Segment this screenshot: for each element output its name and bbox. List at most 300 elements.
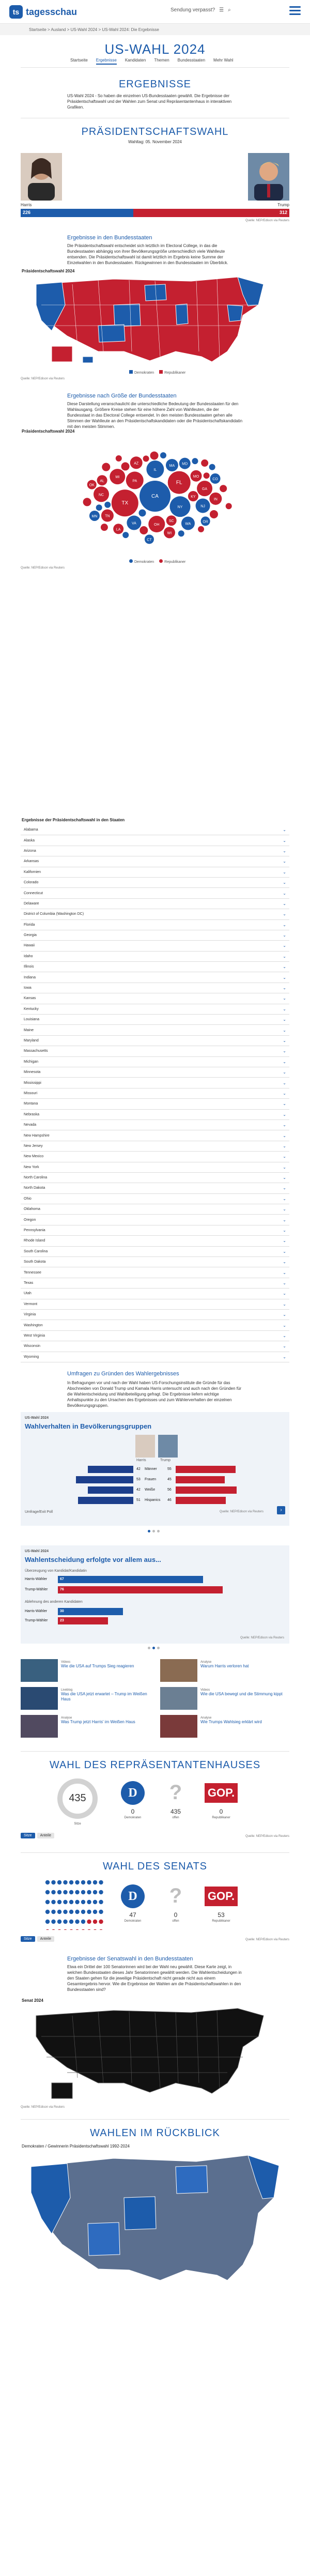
state-bubble[interactable]: [138, 509, 146, 516]
chevron-down-icon[interactable]: ⌄: [283, 1217, 286, 1222]
bubble-label: TN: [105, 514, 110, 518]
state-name: Mississippi: [24, 1081, 41, 1085]
source-note: Quelle: NEP/Edison via Reuters: [21, 377, 65, 380]
state-row[interactable]: [21, 1215, 289, 1225]
toggle-shares-button[interactable]: Anteile: [37, 1833, 54, 1838]
chevron-down-icon[interactable]: ⌄: [283, 1354, 286, 1359]
teaser-card[interactable]: [21, 1687, 150, 1712]
house-total: 435: [69, 1792, 86, 1804]
state-row[interactable]: [21, 1130, 289, 1141]
house-rep-label: Republikaner: [212, 1816, 230, 1819]
tab-ergebnisse[interactable]: Ergebnisse: [96, 58, 117, 65]
chevron-down-icon[interactable]: ⌄: [283, 1301, 286, 1307]
state-bubble[interactable]: [122, 532, 129, 538]
state-row[interactable]: [21, 1046, 289, 1056]
senate-seat: [75, 1900, 79, 1904]
chevron-down-icon[interactable]: ⌄: [283, 975, 286, 980]
state-row[interactable]: [21, 1173, 289, 1183]
source-note: Quelle: NEP/Edison via Reuters: [219, 1510, 264, 1513]
map-text: Die Präsidentschaftswahl entscheidet sich letztlich im Electoral College, in das die Bundesstaaten abhängig von ihrer Bevölkerungsgröße unterschiedlich viele Wahlleute entsenden. Die Präsidentschaftswahl ist damit letztlich im Ergebnis keine Summe der Einzelwahlen in den Bundesstaaten. Rückgewinnen in den Bundesstaaten im Überblick.: [67, 243, 228, 265]
bubble-label: AL: [100, 479, 104, 483]
chevron-down-icon[interactable]: ⌄: [283, 1112, 286, 1117]
chevron-down-icon[interactable]: ⌄: [283, 1164, 286, 1170]
state-row[interactable]: [21, 1110, 289, 1120]
state-results-list: [21, 825, 289, 1362]
chevron-down-icon[interactable]: ⌄: [283, 922, 286, 927]
teaser-card[interactable]: [21, 1715, 150, 1740]
chevron-down-icon[interactable]: ⌄: [283, 859, 286, 864]
map-subheading: Ergebnisse in den Bundesstaaten: [67, 235, 152, 241]
chevron-down-icon[interactable]: ⌄: [283, 1049, 286, 1054]
motive-value: 30: [60, 1609, 64, 1613]
state-row[interactable]: [21, 972, 289, 983]
teaser-kicker: Analyse: [200, 1661, 212, 1664]
motive-value: 76: [60, 1588, 64, 1591]
state-bubble[interactable]: [83, 498, 91, 506]
state-name: Nebraska: [24, 1112, 39, 1116]
trump-value: 45: [167, 1478, 172, 1481]
legend-dem-label: Demokraten: [134, 560, 154, 564]
senate-seat: [69, 1900, 73, 1904]
senate-seat: [63, 1929, 67, 1930]
chevron-down-icon[interactable]: ⌄: [283, 1101, 286, 1107]
state-row[interactable]: [21, 835, 289, 846]
teaser-card[interactable]: [160, 1659, 289, 1684]
state-row[interactable]: [21, 1299, 289, 1310]
harris-name: Harris: [21, 203, 32, 207]
state-bubble[interactable]: [150, 451, 159, 459]
teaser-title: Wie die USA bewegt und die Stimmung kippt: [200, 1692, 283, 1696]
state-row[interactable]: [21, 1352, 289, 1362]
state-name: Tennessee: [24, 1270, 41, 1275]
next-arrow-icon[interactable]: ›: [277, 1506, 285, 1514]
chevron-down-icon[interactable]: ⌄: [283, 1059, 286, 1064]
state-name: Nevada: [24, 1123, 37, 1127]
teaser-grid: [21, 1659, 289, 1742]
teaser-kicker: Videos: [200, 1689, 210, 1692]
harris-votes: 226: [23, 210, 31, 215]
carousel-dot[interactable]: [152, 1647, 155, 1649]
state-row[interactable]: [21, 1225, 289, 1236]
logo-word: tagesschau: [26, 6, 78, 17]
state-row[interactable]: [21, 1247, 289, 1257]
state-name: Rhode Island: [24, 1239, 45, 1243]
panel-title: Wahlentscheidung erfolgte vor allem aus...: [25, 1556, 161, 1563]
state-bubble[interactable]: [201, 459, 208, 467]
carousel-dots[interactable]: [148, 1647, 160, 1649]
state-row[interactable]: [21, 920, 289, 930]
state-row[interactable]: [21, 1331, 289, 1341]
senate-seat: [75, 1910, 79, 1914]
election-date: Wahltag: 05. November 2024: [128, 140, 182, 144]
chevron-down-icon[interactable]: ⌄: [283, 1333, 286, 1338]
chevron-down-icon[interactable]: ⌄: [283, 1006, 286, 1011]
divider: [21, 67, 289, 68]
state-row[interactable]: [21, 1078, 289, 1088]
teaser-kicker: Analyse: [200, 1716, 212, 1720]
state-row[interactable]: [21, 888, 289, 898]
bubble-label: MD: [182, 462, 188, 466]
state-row[interactable]: [21, 1341, 289, 1352]
chevron-down-icon[interactable]: ⌄: [283, 996, 286, 1001]
chevron-down-icon[interactable]: ⌄: [283, 943, 286, 948]
chevron-down-icon[interactable]: ⌄: [283, 827, 286, 833]
state-row[interactable]: [21, 962, 289, 972]
teaser-image: [21, 1687, 58, 1710]
search-icon[interactable]: ⌕: [228, 7, 231, 13]
polls-text: In Befragungen vor und nach der Wahl haben US-Forschungsinstitute die Gründe für das Abschneiden von Donald Trump und Kamala Harris untersucht und auch nach den Gründen für die Wahlentscheidung und Wahlbeteiligung gefragt. Die Ergebnisse liefern wichtige Anhaltspunkte zu den Ursachen des Ergebnisses und zum Wählerverhalten der einzelnen Bevölkerungsgruppen.: [67, 1381, 242, 1408]
state-bubble[interactable]: [101, 524, 108, 531]
tab-bundesstaaten[interactable]: Bundesstaaten: [177, 58, 206, 63]
state-name: Pennsylvania: [24, 1229, 45, 1233]
state-row[interactable]: [21, 1162, 289, 1173]
state-bubble[interactable]: [121, 462, 130, 470]
state-name: Massachusetts: [24, 1049, 48, 1053]
state-name: Vermont: [24, 1302, 38, 1306]
state-row[interactable]: [21, 1088, 289, 1099]
tab-themen[interactable]: Themen: [154, 58, 169, 63]
chevron-down-icon[interactable]: ⌄: [283, 1080, 286, 1085]
state-row[interactable]: [21, 1236, 289, 1246]
republicans-logo: GOP.: [205, 1783, 238, 1803]
state-row[interactable]: [21, 1141, 289, 1152]
chevron-down-icon[interactable]: ⌄: [283, 1028, 286, 1033]
chevron-down-icon[interactable]: ⌄: [283, 1270, 286, 1275]
chevron-down-icon[interactable]: ⌄: [283, 1323, 286, 1328]
senate-seat: [81, 1890, 85, 1894]
state-bubble[interactable]: [226, 503, 232, 509]
senate-seat: [75, 1880, 79, 1884]
state-name: Oregon: [24, 1218, 36, 1222]
state-row[interactable]: [21, 941, 289, 951]
bubble-label: WA: [185, 522, 191, 526]
state-row[interactable]: [21, 1057, 289, 1067]
teaser-kicker: Videos: [61, 1661, 71, 1664]
harris-bar: [88, 1466, 133, 1473]
chevron-down-icon[interactable]: ⌄: [283, 933, 286, 938]
state-bubble[interactable]: [116, 455, 122, 462]
state-row[interactable]: [21, 909, 289, 919]
legend-rep-label: Republikaner: [164, 560, 186, 564]
electoral-bar: [21, 209, 289, 217]
state-row[interactable]: [21, 1278, 289, 1289]
state-list-heading: Ergebnisse der Präsidentschaftswahl in den Staaten: [22, 818, 125, 822]
harris-value: 42: [136, 1467, 141, 1471]
state-row[interactable]: [21, 878, 289, 888]
state-row[interactable]: [21, 867, 289, 878]
teaser-card[interactable]: [160, 1715, 289, 1740]
carousel-dots[interactable]: [148, 1530, 160, 1532]
senate-seat: [87, 1929, 91, 1930]
democrats-logo: D: [121, 1884, 145, 1908]
breadcrumb[interactable]: Startseite > Ausland > US-Wahl 2024 > US-Wahl 2024: Die Ergebnisse: [0, 24, 310, 35]
poll-row: [25, 1486, 285, 1496]
state-name: Maryland: [24, 1039, 39, 1042]
logo[interactable]: [9, 5, 77, 19]
state-row[interactable]: [21, 825, 289, 835]
teaser-title: Warum Harris verloren hat: [200, 1664, 249, 1668]
teaser-title: Wie die USA auf Trumps Sieg reagieren: [61, 1664, 134, 1668]
state-row[interactable]: [21, 856, 289, 867]
chevron-down-icon[interactable]: ⌄: [283, 1207, 286, 1212]
chevron-down-icon[interactable]: ⌄: [283, 901, 286, 906]
senate-map-subheading: Ergebnisse der Senatswahl in den Bundesstaaten: [67, 1956, 193, 1962]
retro-heading: WAHLEN IM RÜCKBLICK: [90, 2127, 220, 2139]
carousel-dot[interactable]: [148, 1530, 150, 1532]
col-harris: Harris: [136, 1459, 146, 1462]
state-name: Texas: [24, 1281, 34, 1285]
state-row[interactable]: [21, 1320, 289, 1330]
senate-seat: [45, 1900, 50, 1904]
state-row[interactable]: [21, 983, 289, 993]
state-bubble[interactable]: [96, 504, 102, 511]
harris-value: 51: [136, 1498, 141, 1502]
state-bubble[interactable]: [140, 526, 148, 534]
state-name: Montana: [24, 1102, 38, 1106]
open-seats-icon: ?: [169, 1884, 182, 1907]
hamburger-icon[interactable]: [289, 6, 301, 16]
us-results-map[interactable]: [21, 274, 289, 367]
state-row[interactable]: [21, 1204, 289, 1215]
teaser-image: [160, 1715, 197, 1738]
motive-value: 67: [60, 1577, 64, 1581]
state-name: Maine: [24, 1028, 34, 1032]
state-name: New Mexico: [24, 1155, 44, 1159]
senate-seat: [51, 1880, 55, 1884]
senate-map-caption: Senat 2024: [22, 1998, 43, 2003]
teaser-title: Wie Trumps Wahlsieg erklärt wird: [200, 1720, 262, 1724]
harris-portrait: [21, 153, 62, 201]
trump-votes: 312: [279, 210, 287, 215]
state-name: Indiana: [24, 975, 36, 979]
senate-seat: [93, 1900, 97, 1904]
harris-bar-fill: [21, 209, 133, 217]
state-row[interactable]: [21, 1015, 289, 1025]
state-name: West Virginia: [24, 1333, 45, 1338]
state-name: Missouri: [24, 1091, 38, 1095]
results-intro-text: US-Wahl 2024 - So haben die einzelnen US-Bundesstaaten gewählt. Die Ergebnisse der Präsidentschaftswahl und der Wahlen zum Senat und Repräsentantenhaus in interaktiven Grafiken.: [67, 94, 232, 110]
menu-icon[interactable]: ☰: [219, 7, 224, 13]
state-bubble[interactable]: [210, 510, 218, 518]
motive-rows: [25, 1575, 285, 1627]
tab-startseite[interactable]: Startseite: [70, 58, 88, 63]
chevron-down-icon[interactable]: ⌄: [283, 964, 286, 970]
state-bubble[interactable]: [102, 463, 110, 471]
state-row[interactable]: [21, 952, 289, 962]
carousel-dot[interactable]: [157, 1530, 160, 1532]
state-name: Alaska: [24, 838, 35, 842]
tab-kandidaten[interactable]: Kandidaten: [125, 58, 146, 63]
senate-seat: [87, 1890, 91, 1894]
toggle-seats-button[interactable]: Sitze: [21, 1936, 35, 1942]
state-bubble[interactable]: [204, 472, 210, 479]
senate-results-map[interactable]: [21, 2005, 289, 2104]
carousel-dot[interactable]: [148, 1647, 150, 1649]
divider: [21, 2119, 289, 2120]
state-bubble[interactable]: [198, 526, 204, 532]
state-row[interactable]: [21, 1152, 289, 1162]
democrats-logo: D: [121, 1781, 145, 1805]
source-note: Quelle: NEP/Edison via Reuters: [245, 1938, 289, 1941]
senate-seat: [45, 1890, 50, 1894]
state-row[interactable]: [21, 1025, 289, 1035]
senate-seat: [69, 1920, 73, 1924]
senate-seat: [87, 1920, 91, 1924]
chevron-down-icon[interactable]: ⌄: [283, 1133, 286, 1138]
chevron-down-icon[interactable]: ⌄: [283, 838, 286, 843]
chevron-down-icon[interactable]: ⌄: [283, 1238, 286, 1244]
teaser-card[interactable]: [21, 1659, 150, 1684]
senate-seat: [93, 1890, 97, 1894]
state-row[interactable]: [21, 993, 289, 1004]
bubble-legend: [129, 559, 185, 564]
teaser-kicker: Analyse: [61, 1716, 72, 1720]
state-row[interactable]: [21, 1183, 289, 1193]
state-row[interactable]: [21, 1257, 289, 1267]
chevron-down-icon[interactable]: ⌄: [283, 1228, 286, 1233]
state-row[interactable]: [21, 1036, 289, 1046]
state-bubble[interactable]: [178, 530, 184, 536]
carousel-dot[interactable]: [157, 1647, 160, 1649]
trump-value: 46: [167, 1498, 172, 1502]
state-row[interactable]: [21, 846, 289, 856]
senate-seat: [45, 1880, 50, 1884]
chevron-down-icon[interactable]: ⌄: [283, 1091, 286, 1096]
state-row[interactable]: [21, 1120, 289, 1130]
state-row[interactable]: [21, 1289, 289, 1299]
retro-map[interactable]: [21, 2151, 289, 2576]
state-name: Hawaii: [24, 944, 35, 948]
chevron-down-icon[interactable]: ⌄: [283, 1186, 286, 1191]
chevron-down-icon[interactable]: ⌄: [283, 848, 286, 853]
trump-name: Trump: [277, 203, 289, 207]
chevron-down-icon[interactable]: ⌄: [283, 954, 286, 959]
tab-mehr-wahl[interactable]: Mehr Wahl: [213, 58, 234, 63]
trump-value: 56: [167, 1488, 172, 1492]
state-row[interactable]: [21, 1194, 289, 1204]
chevron-down-icon[interactable]: ⌄: [283, 1291, 286, 1296]
group-conviction: Überzeugung von Kandidat/Kandidatin: [25, 1569, 87, 1573]
chevron-down-icon[interactable]: ⌄: [283, 1196, 286, 1201]
chevron-down-icon[interactable]: ⌄: [283, 1070, 286, 1075]
senate-seat: [45, 1910, 50, 1914]
carousel-dot[interactable]: [152, 1530, 155, 1532]
section-tabs: [70, 58, 233, 65]
bubble-label: GA: [202, 487, 208, 492]
state-bubble[interactable]: [160, 452, 166, 458]
state-name: Connecticut: [24, 891, 43, 895]
state-row[interactable]: [21, 899, 289, 909]
senate-rep-seats: 53: [218, 1911, 225, 1919]
state-name: Virginia: [24, 1313, 36, 1317]
chevron-down-icon[interactable]: ⌄: [283, 986, 286, 991]
state-row[interactable]: [21, 930, 289, 941]
state-row[interactable]: [21, 1267, 289, 1278]
group-rejection: Ablehnung des anderen Kandidaten: [25, 1600, 83, 1604]
motive-row: [25, 1586, 285, 1595]
state-row[interactable]: [21, 1310, 289, 1320]
chevron-down-icon[interactable]: ⌄: [283, 1123, 286, 1128]
senate-seat: [51, 1929, 55, 1930]
trump-portrait: [248, 153, 289, 201]
state-row[interactable]: [21, 1067, 289, 1078]
voter-group-label: Trump-Wähler: [25, 1619, 48, 1622]
senate-dem-label: Demokraten: [124, 1920, 142, 1923]
state-name: Arizona: [24, 849, 36, 853]
bubble-label: LA: [116, 528, 121, 532]
bubble-label: AZ: [134, 462, 139, 466]
senate-seat: [75, 1929, 79, 1930]
state-row[interactable]: [21, 1004, 289, 1015]
state-bubble[interactable]: [104, 502, 111, 508]
senate-seat: [57, 1929, 61, 1930]
motive-bar: [58, 1586, 223, 1593]
teaser-card[interactable]: [160, 1687, 289, 1712]
chevron-down-icon[interactable]: ⌄: [283, 1175, 286, 1180]
state-name: Utah: [24, 1292, 32, 1296]
chevron-down-icon[interactable]: ⌄: [283, 1154, 286, 1159]
state-bubble[interactable]: [192, 458, 198, 464]
harris-thumbnail: [135, 1435, 155, 1458]
trump-bar: [176, 1497, 226, 1504]
motive-row: [25, 1607, 285, 1617]
senate-seat: [93, 1929, 97, 1930]
state-bubble[interactable]: [220, 485, 227, 492]
chevron-down-icon[interactable]: ⌄: [283, 1038, 286, 1043]
state-name: New York: [24, 1165, 39, 1169]
senate-seat: [99, 1929, 103, 1930]
toggle-shares-button[interactable]: Anteile: [37, 1936, 54, 1942]
open-seats-icon: ?: [169, 1781, 182, 1804]
republicans-logo: GOP.: [205, 1887, 238, 1906]
chevron-down-icon[interactable]: ⌄: [283, 1143, 286, 1148]
chevron-down-icon[interactable]: ⌄: [283, 1344, 286, 1349]
bubble-chart[interactable]: [21, 434, 289, 558]
state-bubble[interactable]: [209, 464, 215, 470]
chevron-down-icon[interactable]: ⌄: [283, 869, 286, 875]
chevron-down-icon[interactable]: ⌄: [283, 1017, 286, 1022]
chevron-down-icon[interactable]: ⌄: [283, 912, 286, 917]
state-row[interactable]: [21, 1099, 289, 1109]
voter-group-label: Trump-Wähler: [25, 1588, 48, 1591]
chevron-down-icon[interactable]: ⌄: [283, 1280, 286, 1285]
source-note: Quelle: NEP/Edison via Reuters: [21, 566, 65, 570]
state-bubble[interactable]: [143, 455, 149, 462]
senate-seat: [51, 1920, 55, 1924]
house-open-seats: 435: [170, 1808, 181, 1815]
toggle-seats-button[interactable]: Sitze: [21, 1833, 35, 1838]
chevron-down-icon[interactable]: ⌄: [283, 1260, 286, 1265]
state-name: Washington: [24, 1323, 43, 1327]
chevron-down-icon[interactable]: ⌄: [283, 1249, 286, 1254]
bubble-label: KY: [191, 495, 196, 499]
chevron-down-icon[interactable]: ⌄: [283, 891, 286, 896]
senate-seat: [99, 1880, 103, 1884]
source-note: Quelle: NEP/Edison via Reuters: [245, 219, 289, 222]
senate-open-seats: 0: [174, 1911, 178, 1919]
senate-seat: [45, 1920, 50, 1924]
chevron-down-icon[interactable]: ⌄: [283, 880, 286, 885]
legend-rep-label: Republikaner: [164, 371, 186, 375]
state-name: New Jersey: [24, 1144, 43, 1148]
chevron-down-icon[interactable]: ⌄: [283, 1312, 286, 1317]
nav-missed-broadcast[interactable]: Sendung verpasst?: [171, 7, 215, 13]
map-legend: [129, 370, 185, 375]
bubble-caption: Präsidentschaftswahl 2024: [22, 429, 75, 434]
state-name: Arkansas: [24, 860, 39, 864]
senate-seat: [99, 1900, 103, 1904]
bubble-label: CO: [212, 477, 218, 481]
